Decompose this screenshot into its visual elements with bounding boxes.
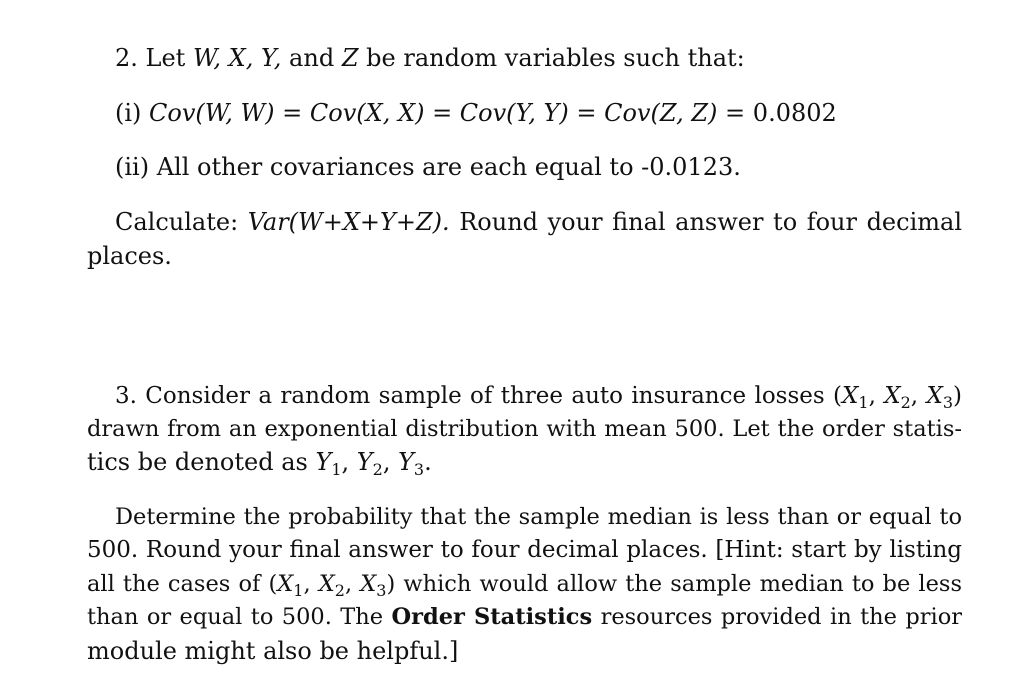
problem3-para2-line4-suffix: resources provided in the prior bbox=[600, 604, 963, 630]
problem2-intro bbox=[115, 42, 962, 75]
problem2-calculate bbox=[115, 206, 962, 239]
problem2-condition-1 bbox=[115, 97, 962, 130]
problem3-para2-line-2: 500. Round your final answer to four decimal places. [Hint: start by listing bbox=[87, 537, 962, 563]
problem2-intro-and: and bbox=[289, 44, 335, 72]
problem3-para2-line-4 bbox=[87, 601, 962, 634]
problem2-cond1-label: (i) bbox=[115, 99, 142, 127]
problem2-cond1-value: 0.0802 bbox=[752, 99, 837, 127]
problem2-intro-prefix: 2. Let bbox=[115, 44, 186, 72]
problem2-calc-tail: Round your final answer to four decimal bbox=[459, 208, 962, 236]
problem3-line-2: drawn from an exponential distribution with mean 500. Let the order statis- bbox=[87, 416, 962, 442]
problem2-condition-2: (ii) All other covariances are each equal to -0.0123. bbox=[115, 153, 741, 181]
problem2-calculate-cont: places. bbox=[87, 242, 172, 270]
problem3-para2-line3-prefix: all the cases of bbox=[87, 571, 261, 597]
problem3-para2-line-3 bbox=[87, 568, 962, 601]
problem2-calc-expr: Var(W+X+Y+Z). bbox=[247, 208, 450, 236]
problem3-line-1 bbox=[115, 380, 962, 413]
problem3-para2-line-1: Determine the probability that the sample median is less than or equal to bbox=[115, 504, 962, 530]
problem2-intro-suffix: be random variables such that: bbox=[366, 44, 745, 72]
problem3-sample-vector: ($X_1$, $X_2$, $X_3$) bbox=[833, 383, 962, 412]
problem2-intro-z: Z bbox=[341, 44, 359, 72]
problem3-line3-prefix: tics be denoted as bbox=[87, 448, 308, 476]
problem3-para2-line-5: module might also be helpful.] bbox=[87, 637, 459, 665]
problem3-para2-line3-suffix: which would allow the sample median to be less bbox=[403, 571, 962, 597]
problem3-line1-text: 3. Consider a random sample of three auto insurance losses bbox=[115, 383, 825, 409]
problem3-line-3 bbox=[87, 446, 962, 479]
problem3-para2-line4-prefix: than or equal to 500. The bbox=[87, 604, 384, 630]
problem2-calc-label: Calculate: bbox=[115, 208, 239, 236]
problem3-cases-vector: ($X_1$, $X_2$, $X_3$) bbox=[268, 571, 396, 600]
problem3-order-stats: $Y_1$, $Y_2$, $Y_3$. bbox=[315, 448, 432, 479]
problem3-order-statistics-bold: Order Statistics bbox=[391, 604, 593, 630]
problem2-intro-vars: W, X, Y, bbox=[192, 44, 282, 72]
problem2-cond1-expr: Cov(W, W) = Cov(X, X) = Cov(Y, Y) = Cov(Z, Z) = bbox=[149, 99, 746, 127]
